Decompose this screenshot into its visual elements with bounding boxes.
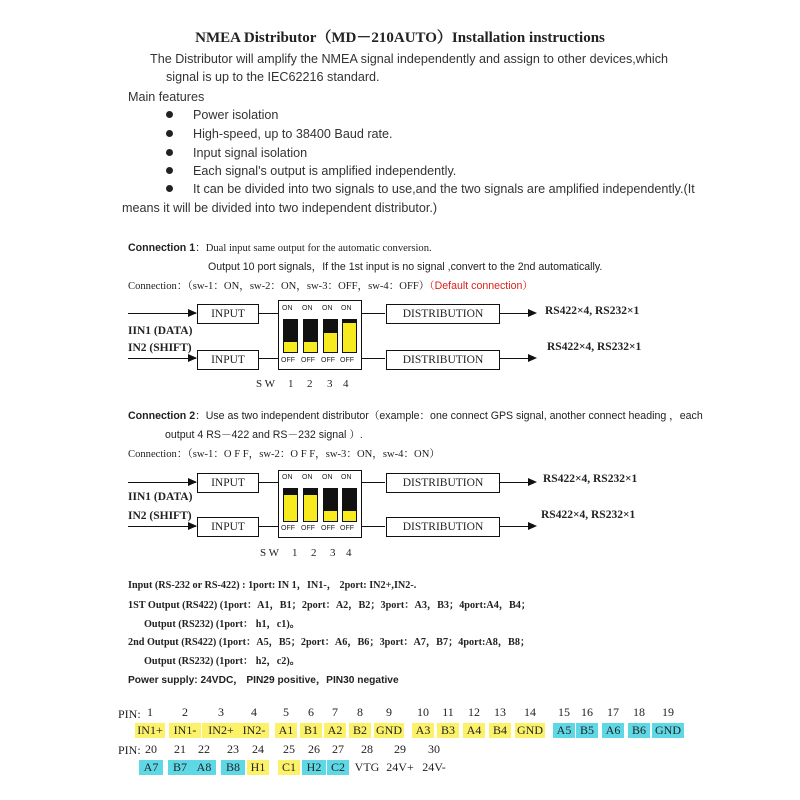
sw-number: 2 (311, 547, 317, 559)
pin-number: 11 (442, 705, 454, 719)
connector-line (361, 482, 385, 483)
connector-line (361, 526, 385, 527)
dip-switch-2 (303, 488, 318, 522)
connector-line (361, 358, 385, 359)
spec-output-2-rs422: 2nd Output (RS422) (1port：A5，B5；2port：A6，B6；3port：A7，B7；4port:A8，B8； (128, 637, 531, 648)
pin-number: 7 (332, 705, 338, 719)
on-label: ON (322, 305, 333, 312)
on-label: ON (322, 474, 333, 481)
pin-signal: GND (517, 723, 543, 737)
page-title: NMEA Distributor（MD－210AUTO）Installation instructions (195, 30, 605, 46)
pin-number: 12 (468, 705, 480, 719)
pin-number: 3 (218, 705, 224, 719)
pin-signal: IN2- (239, 723, 269, 738)
pin-signal: A6 (602, 723, 624, 738)
arrow-icon (528, 522, 537, 530)
spec-output-2-rs232: Output (RS232) (1port： h2，c2)。 (144, 656, 300, 667)
pin-signal: B8 (221, 760, 245, 775)
intro-line-2: signal is up to the IEC62216 standard. (166, 70, 380, 84)
input-box: INPUT (197, 517, 259, 537)
distribution-box: DISTRIBUTION (386, 350, 500, 370)
arrow-icon (188, 309, 197, 317)
pin-number: 20 (145, 742, 157, 756)
pin-number: 27 (332, 742, 344, 756)
pin-signal: B6 (628, 723, 650, 738)
connection1-description-2: Output 10 port signals，If the 1st input is no signal ,convert to the 2nd automatically. (208, 261, 603, 273)
connection1-description: Connection 1：Dual input same output for the automatic conversion. (128, 242, 432, 254)
bullet-icon (166, 185, 173, 192)
feature-continuation: means it will be divided into two independent distributor.) (122, 201, 438, 215)
pin-number: 15 (558, 705, 570, 719)
on-label: ON (341, 474, 352, 481)
arrow-icon (188, 478, 197, 486)
pin-number: 24 (252, 742, 264, 756)
pin-signal: C1 (278, 760, 300, 775)
connector-line (258, 482, 278, 483)
dip-switch-4 (342, 488, 357, 522)
pin-signal: GND (652, 723, 684, 738)
pin-number: 4 (251, 705, 257, 719)
input-line (128, 482, 196, 483)
pin-number: 22 (198, 742, 210, 756)
dip-switch-block (278, 470, 362, 538)
pin-signal: H1 (247, 760, 269, 775)
sw-number: 4 (346, 547, 352, 559)
dip-switch-3 (323, 319, 338, 353)
feature-item: Power isolation (166, 108, 278, 122)
on-label: ON (282, 305, 293, 312)
pin-number: 9 (386, 705, 392, 719)
sw-number: 3 (327, 378, 333, 390)
in2-label: IN2 (SHIFT) (128, 342, 192, 354)
connection2-description: Connection 2：Use as two independent distributor（example：one connect GPS signal, another connect heading ，each (128, 410, 703, 422)
pin-number: 16 (581, 705, 593, 719)
output-line (499, 358, 529, 359)
pin-signal: B1 (300, 723, 322, 738)
in2-label: IN2 (SHIFT) (128, 510, 192, 522)
dip-switch-1 (283, 319, 298, 353)
pin-number: 13 (494, 705, 506, 719)
pin-number: 1 (147, 705, 153, 719)
pin-signal: B2 (349, 723, 371, 738)
feature-item: High-speed, up to 38400 Baud rate. (166, 127, 393, 141)
connection1-settings: Connection：（sw-1：ON，sw-2：ON，sw-3：OFF，sw-4：OFF）（Default connection） (128, 280, 533, 292)
dip-switch-4 (342, 319, 357, 353)
output-line (499, 526, 529, 527)
on-label: ON (341, 305, 352, 312)
bullet-icon (166, 130, 173, 137)
off-label: OFF (321, 357, 335, 364)
pin-signal: B5 (576, 723, 598, 738)
connection2-description-2: output 4 RS－422 and RS－232 signal ）. (165, 429, 363, 441)
on-label: ON (302, 474, 313, 481)
pin-signal: IN1+ (135, 723, 165, 738)
connector-line (361, 313, 385, 314)
distribution-box: DISTRIBUTION (386, 473, 500, 493)
sw-number: 1 (292, 547, 298, 559)
off-label: OFF (301, 357, 315, 364)
arrow-icon (528, 478, 537, 486)
connector-line (258, 526, 278, 527)
output-label: RS422×4, RS232×1 (541, 509, 636, 521)
off-label: OFF (281, 357, 295, 364)
pin-signal: B4 (489, 723, 511, 738)
dip-switch-1 (283, 488, 298, 522)
arrow-icon (188, 354, 197, 362)
pin-number: 8 (357, 705, 363, 719)
sw-number: 1 (288, 378, 294, 390)
spec-input: Input (RS-232 or RS-422) : 1port: IN 1，IN1-， 2port: IN2+,IN2-. (128, 580, 417, 591)
pin-signal: A2 (324, 723, 346, 738)
dip-switch-3 (323, 488, 338, 522)
spec-output-1-rs232: Output (RS232) (1port： h1，c1)。 (144, 619, 300, 630)
output-label: RS422×4, RS232×1 (545, 305, 640, 317)
pin-signal: VTG (354, 760, 380, 774)
pin-number: 26 (308, 742, 320, 756)
dip-switch-block (278, 300, 362, 370)
pin-signal: A8 (192, 760, 216, 775)
bullet-icon (166, 111, 173, 118)
pin-signal: A7 (139, 760, 163, 775)
input-box: INPUT (197, 304, 259, 324)
sw-number: 3 (330, 547, 336, 559)
pin-signal: B3 (437, 723, 459, 738)
connector-line (258, 358, 278, 359)
pin-number: 5 (283, 705, 289, 719)
pin-number: 18 (633, 705, 645, 719)
off-label: OFF (301, 525, 315, 532)
input-line (128, 313, 196, 314)
pin-number: 29 (394, 742, 406, 756)
connector-line (258, 313, 278, 314)
pin-number: 21 (174, 742, 186, 756)
pin-label: PIN: (118, 743, 141, 757)
distribution-box: DISTRIBUTION (386, 517, 500, 537)
pin-signal: H2 (302, 760, 326, 775)
on-label: ON (282, 474, 293, 481)
off-label: OFF (340, 357, 354, 364)
pin-number: 10 (417, 705, 429, 719)
pin-number: 28 (361, 742, 373, 756)
intro-line-1: The Distributor will amplify the NMEA signal independently and assign to other devices,which (150, 52, 669, 66)
pin-number: 17 (607, 705, 619, 719)
spec-power: Power supply: 24VDC， PIN29 positive，PIN30 negative (128, 675, 399, 686)
pin-number: 23 (227, 742, 239, 756)
pin-signal: A5 (553, 723, 575, 738)
arrow-icon (528, 309, 537, 317)
in1-label: IIN1 (DATA) (128, 491, 193, 503)
off-label: OFF (340, 525, 354, 532)
dip-switch-2 (303, 319, 318, 353)
output-line (499, 313, 529, 314)
pin-signal: IN1- (169, 723, 201, 738)
input-box: INPUT (197, 350, 259, 370)
features-heading: Main features (128, 90, 205, 104)
sw-number: 4 (343, 378, 349, 390)
pin-label: PIN: (118, 707, 141, 721)
pin-number: 2 (182, 705, 188, 719)
feature-item: Each signal's output is amplified independently. (166, 164, 456, 178)
output-line (499, 482, 529, 483)
input-line (128, 358, 196, 359)
pin-number: 25 (283, 742, 295, 756)
arrow-icon (188, 522, 197, 530)
off-label: OFF (321, 525, 335, 532)
spec-output-1-rs422: 1ST Output (RS422) (1port：A1，B1；2port：A2，B2；3port：A3，B3；4port:A4，B4； (128, 600, 532, 611)
sw-label: S W (260, 547, 280, 559)
pin-number: 30 (428, 742, 440, 756)
on-label: ON (302, 305, 313, 312)
pin-signal: A4 (463, 723, 485, 738)
pin-signal: GND (376, 723, 402, 737)
pin-signal: IN2+ (202, 723, 240, 738)
pin-signal: C2 (327, 760, 349, 775)
arrow-icon (528, 354, 537, 362)
pin-signal: 24V- (422, 760, 446, 774)
pin-number: 19 (662, 705, 674, 719)
output-label: RS422×4, RS232×1 (547, 341, 642, 353)
pin-number: 6 (308, 705, 314, 719)
bullet-icon (166, 167, 173, 174)
sw-number: 2 (307, 378, 313, 390)
pin-number: 14 (524, 705, 536, 719)
pin-signal: B7 (168, 760, 192, 775)
feature-item: Input signal isolation (166, 146, 307, 160)
pin-signal: 24V+ (386, 760, 414, 774)
pin-signal: A3 (412, 723, 434, 738)
bullet-icon (166, 149, 173, 156)
distribution-box: DISTRIBUTION (386, 304, 500, 324)
off-label: OFF (281, 525, 295, 532)
feature-item: It can be divided into two signals to use,and the two signals are amplified independently.(It (166, 182, 695, 196)
input-line (128, 526, 196, 527)
pin-signal: A1 (275, 723, 297, 738)
output-label: RS422×4, RS232×1 (543, 473, 638, 485)
input-box: INPUT (197, 473, 259, 493)
in1-label: IIN1 (DATA) (128, 325, 193, 337)
connection2-settings: Connection：（sw-1：O F F，sw-2：O F F，sw-3：ON，sw-4：ON） (128, 449, 440, 460)
sw-label: S W (256, 378, 276, 390)
